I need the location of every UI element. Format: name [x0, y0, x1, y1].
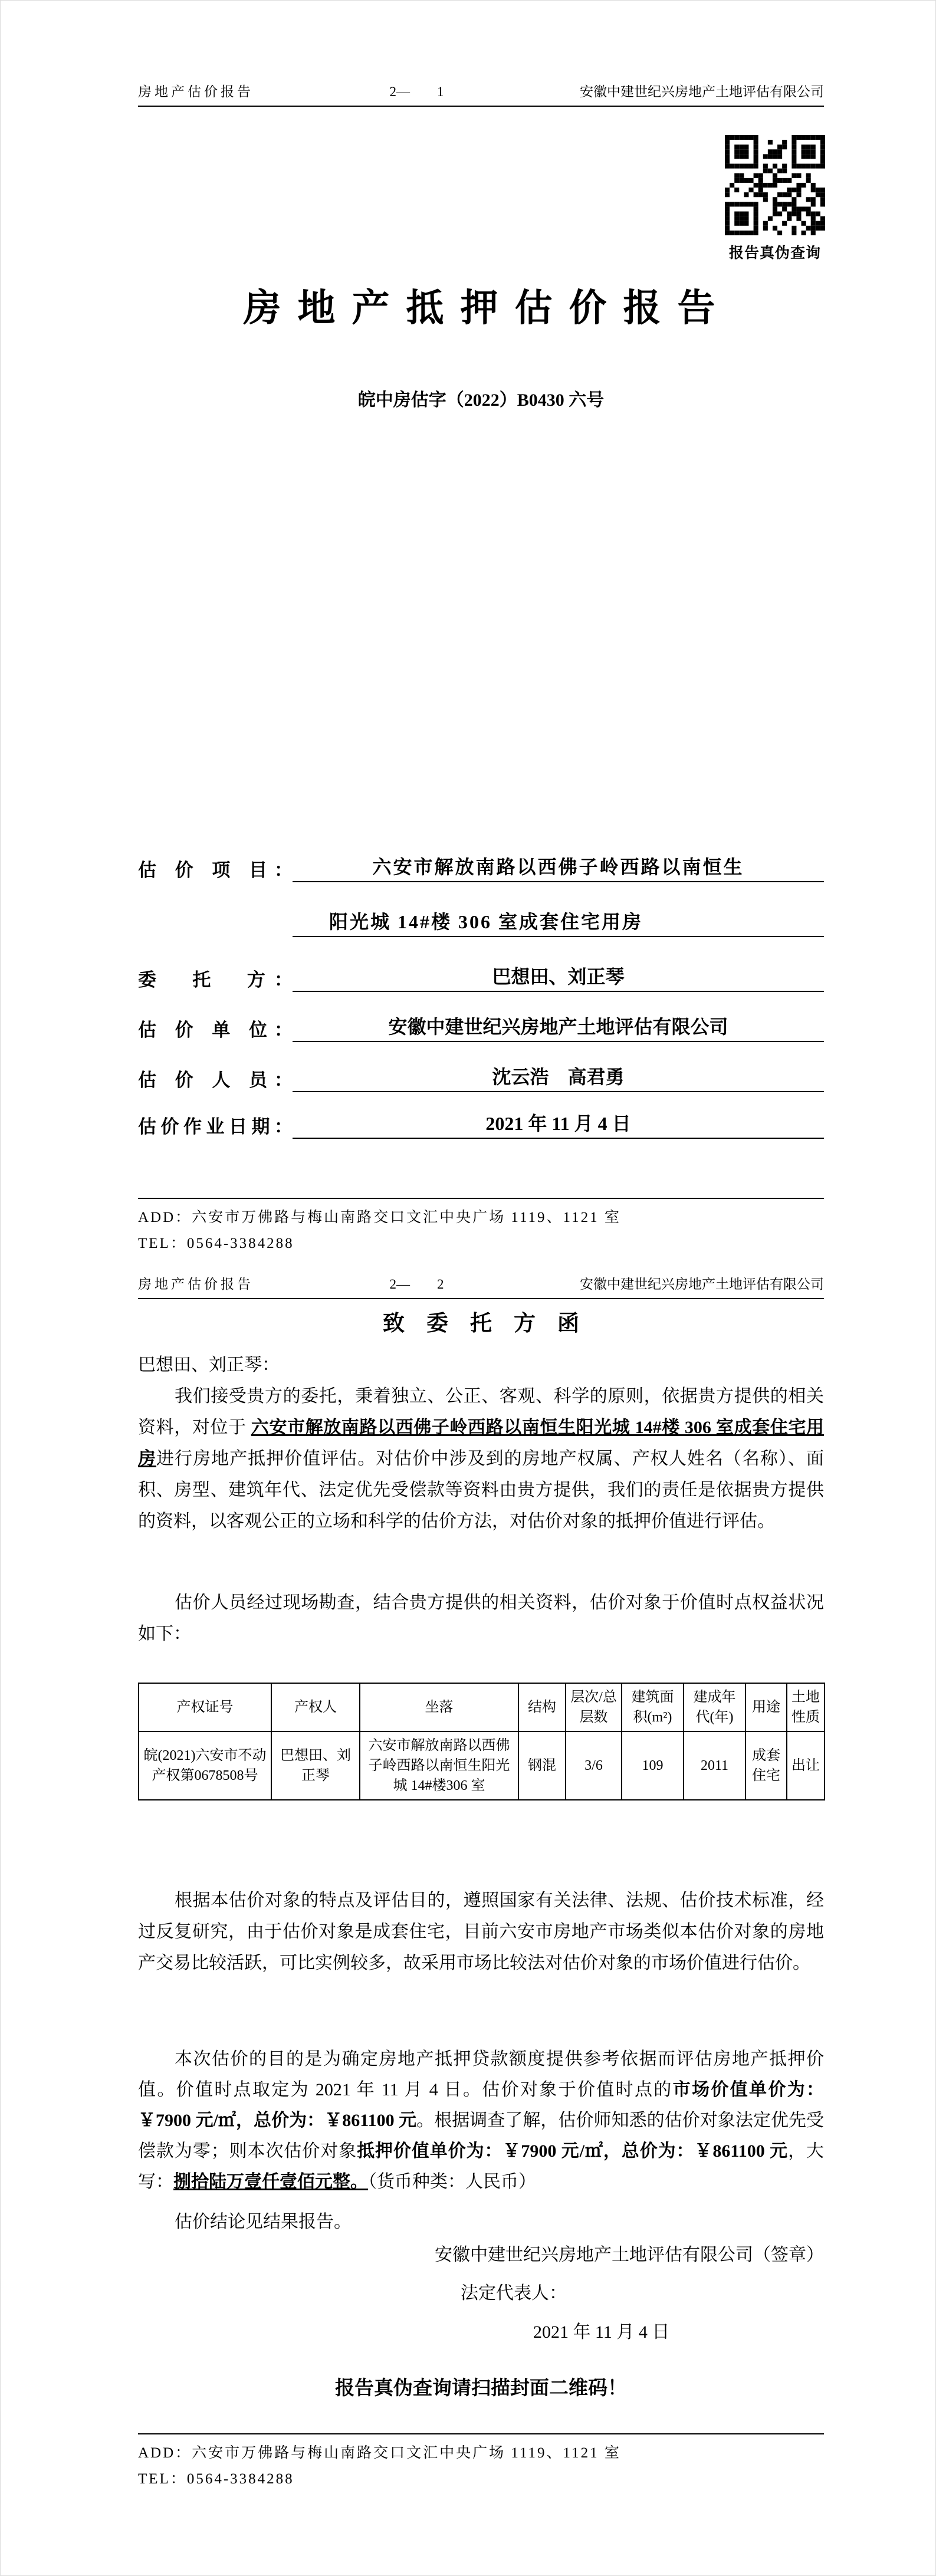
addressee-line: 巴想田、刘正琴：	[138, 1355, 280, 1375]
cell-cert-no: 皖(2021)六安市不动产权第0678508号	[139, 1731, 271, 1800]
table-header-row	[139, 1683, 825, 1731]
client-label: 委 托 方：	[138, 970, 293, 990]
cell-location: 六安市解放南路以西佛子岭西路以南恒生阳光城 14#楼306 室	[360, 1731, 518, 1800]
footer-address: ADD：六安市万佛路与梅山南路交口文汇中央广场 1119、1121 室	[138, 2445, 621, 2461]
agency-value: 安徽中建世纪兴房地产土地评估有限公司	[293, 1014, 824, 1042]
col-floor: 层次/总层数	[566, 1683, 622, 1731]
appraisers-value: 沈云浩 高君勇	[293, 1064, 824, 1092]
document-number: 皖中房估字（2022）B0430 六号	[357, 390, 605, 410]
qr-code-icon	[725, 135, 825, 235]
project-value-line2: 阳光城 14#楼 306 室成套住宅用房	[293, 909, 824, 937]
cell-structure: 钢混	[518, 1731, 566, 1800]
company-signature-line: 安徽中建世纪兴房地产土地评估有限公司（签章）	[435, 2245, 824, 2265]
col-land-nature: 土地性质	[787, 1683, 825, 1731]
header-doc-type: 房地产估价报告	[138, 1277, 254, 1292]
form-row-client	[138, 958, 824, 992]
col-cert-no: 产权证号	[139, 1683, 271, 1731]
cell-land-nature: 出让	[787, 1731, 825, 1800]
paragraph-survey: 估价人员经过现场勘查，结合贵方提供的相关资料，估价对象于价值时点权益状况如下：	[138, 1593, 824, 1644]
date-label: 估价作业日期：	[138, 1116, 293, 1137]
letter-title: 致 委 托 方 函	[383, 1312, 579, 1336]
page2-footer	[138, 2433, 824, 2492]
footer-phone: TEL：0564-3384288	[138, 2471, 294, 2487]
cell-use: 成套住宅	[745, 1731, 787, 1800]
agency-label: 估 价 单 位：	[138, 1020, 293, 1040]
qr-verification-note: 报告真伪查询请扫描封面二维码！	[335, 2378, 627, 2399]
col-year: 建成年代(年)	[684, 1683, 745, 1731]
cell-year: 2011	[684, 1731, 745, 1800]
footer-phone: TEL：0564-3384288	[138, 1236, 294, 1251]
form-row-agency	[138, 1008, 824, 1042]
signature-date: 2021 年 11 月 4 日	[533, 2322, 670, 2342]
form-row-appraisers	[138, 1058, 824, 1092]
project-value-line1: 六安市解放南路以西佛子岭西路以南恒生	[293, 854, 824, 882]
qr-block	[724, 135, 826, 262]
paragraph-engagement: 我们接受贵方的委托，秉着独立、公正、客观、科学的原则，依据贵方提供的相关资料，对位于 六安市解放南路以西佛子岭西路以南恒生阳光城 14#楼 306 室成套住宅用房进行房地产抵押价值评估。对估价中涉及到的房地产权属、产权人姓名（名称）、面积、房型、建筑年代、法定优先受偿款等资料由贵方提供，我们的责任是依据贵方提供的资料，以客观公正的立场和科学的估价方法，对估价对象的抵押价值进行评估。	[138, 1386, 825, 1531]
footer-address: ADD：六安市万佛路与梅山南路交口文汇中央广场 1119、1121 室	[138, 1210, 621, 1225]
form-row-project	[138, 848, 824, 882]
rights-status-table	[138, 1683, 825, 1800]
header-page-number: 2— 1	[389, 84, 444, 99]
col-location: 坐落	[360, 1683, 518, 1731]
report-title: 房 地 产 抵 押 估 价 报 告	[243, 287, 719, 329]
qr-caption: 报告真伪查询	[728, 245, 821, 261]
header-company-name: 安徽中建世纪兴房地产土地评估有限公司	[580, 84, 824, 99]
col-use: 用途	[745, 1683, 787, 1731]
cell-owner: 巴想田、刘正琴	[271, 1731, 360, 1800]
header-company-name: 安徽中建世纪兴房地产土地评估有限公司	[580, 1277, 824, 1292]
col-area: 建筑面积(m²)	[622, 1683, 684, 1731]
legal-representative-line: 法定代表人：	[461, 2283, 567, 2303]
form-row-project-cont	[138, 903, 824, 937]
form-row-date	[138, 1105, 824, 1139]
page2-header	[138, 1276, 824, 1299]
paragraph-valuation-result: 本次估价的目的是为确定房地产抵押贷款额度提供参考依据而评估房地产抵押价值。价值时点取定为 2021 年 11 月 4 日。估价对象于价值时点的市场价值单价为：￥7900 元/㎡，总价为：￥861100 元。根据调查了解，估价师知悉的估价对象法定优先受偿款为零；则本次估价对象抵押价值单价为：￥7900 元/㎡，总价为：￥861100 元，大写：捌拾陆万壹仟壹佰元整。（货币种类：人民币）	[138, 2049, 825, 2191]
cell-area: 109	[622, 1731, 684, 1800]
col-structure: 结构	[518, 1683, 566, 1731]
paragraph-conclusion: 估价结论见结果报告。	[175, 2212, 352, 2232]
date-value: 2021 年 11 月 4 日	[293, 1110, 824, 1139]
project-label: 估 价 项 目：	[138, 860, 293, 880]
col-owner: 产权人	[271, 1683, 360, 1731]
appraisers-label: 估 价 人 员：	[138, 1070, 293, 1090]
header-page-number: 2— 2	[389, 1277, 444, 1292]
page1-footer	[138, 1198, 824, 1257]
page1-header	[138, 83, 824, 107]
cell-floor: 3/6	[566, 1731, 622, 1800]
table-row	[139, 1731, 825, 1800]
paragraph-method: 根据本估价对象的特点及评估目的，遵照国家有关法律、法规、估价技术标准，经过反复研究，由于估价对象是成套住宅，目前六安市房地产市场类似本估价对象的房地产交易比较活跃，可比实例较多，故采用市场比较法对估价对象的市场价值进行估价。	[138, 1891, 824, 1973]
client-value: 巴想田、刘正琴	[293, 964, 824, 992]
header-doc-type: 房地产估价报告	[138, 84, 254, 99]
